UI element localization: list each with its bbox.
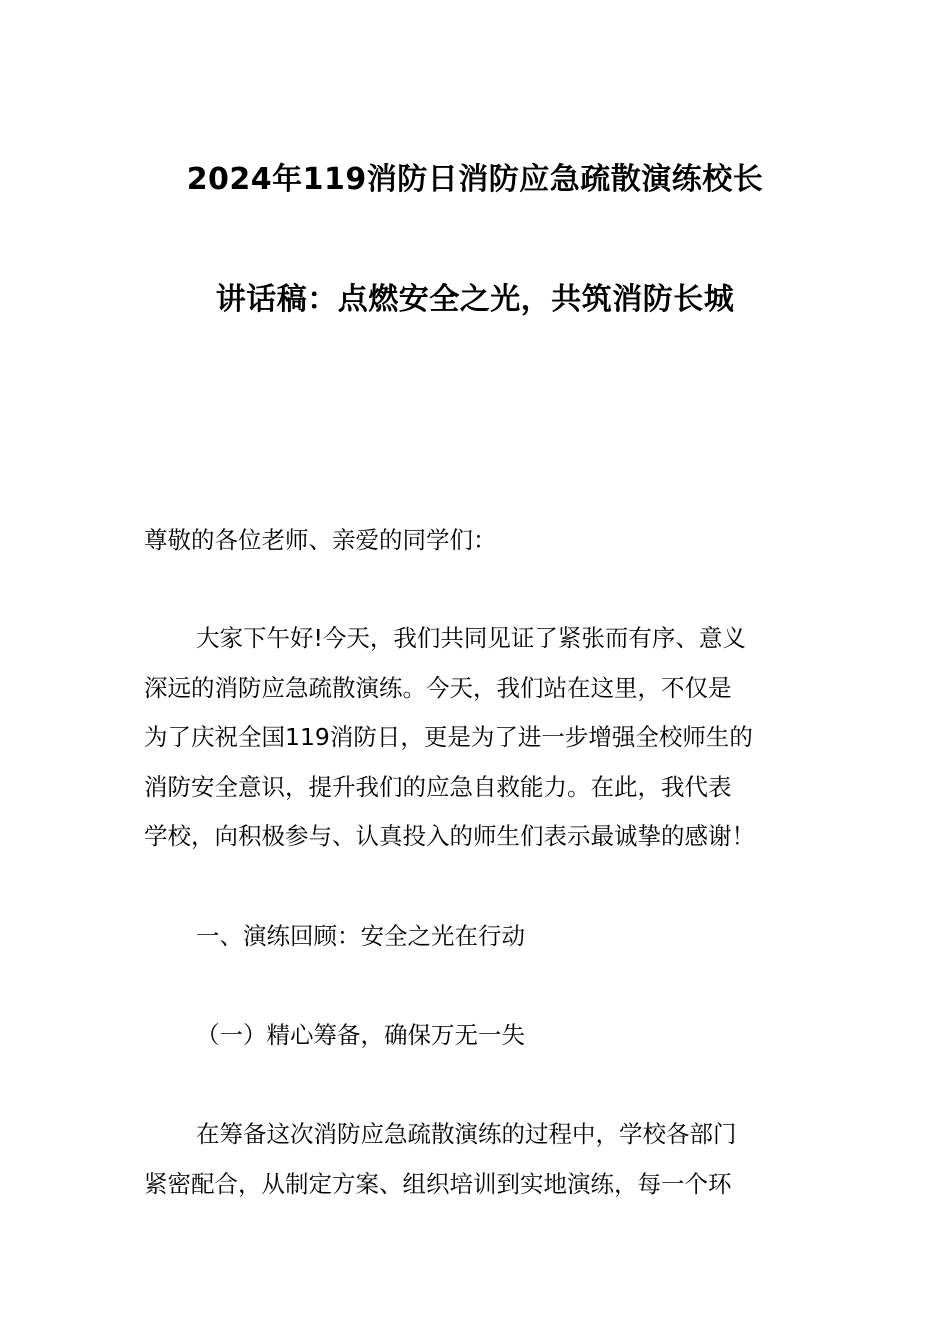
paragraph-line: 学校，向积极参与、认真投入的师生们表示最诚挚的感谢！ bbox=[144, 822, 755, 850]
document-title-line-2: 讲话稿：点燃安全之光，共筑消防长城 bbox=[215, 282, 735, 317]
paragraph-line: 大家下午好!今天，我们共同见证了紧张而有序、意义 bbox=[196, 624, 746, 652]
salutation bbox=[144, 516, 808, 566]
section-heading-text: 一、演练回顾：安全之光在行动 bbox=[196, 922, 525, 950]
section-heading bbox=[144, 912, 808, 962]
salutation-text: 尊敬的各位老师、亲爱的同学们： bbox=[144, 526, 497, 554]
document-title-line-1: 2024年119消防日消防应急疏散演练校长 bbox=[186, 162, 764, 197]
subsection-heading-text: （一）精心筹备，确保万无一失 bbox=[196, 1021, 525, 1049]
paragraph-opening bbox=[144, 614, 808, 862]
paragraph-line: 在筹备这次消防应急疏散演练的过程中，学校各部门 bbox=[196, 1120, 737, 1148]
paragraph-line: 紧密配合，从制定方案、组织培训到实地演练，每一个环 bbox=[144, 1169, 732, 1198]
paragraph-line: 消防安全意识，提升我们的应急自救能力。在此，我代表 bbox=[144, 772, 732, 801]
paragraph-line: 为了庆祝全国119消防日，更是为了进一步增强全校师生的 bbox=[144, 723, 753, 751]
paragraph-preparation bbox=[144, 1110, 808, 1209]
paragraph-line: 深远的消防应急疏散演练。今天，我们站在这里，不仅是 bbox=[144, 673, 732, 702]
subsection-heading bbox=[144, 1011, 808, 1061]
